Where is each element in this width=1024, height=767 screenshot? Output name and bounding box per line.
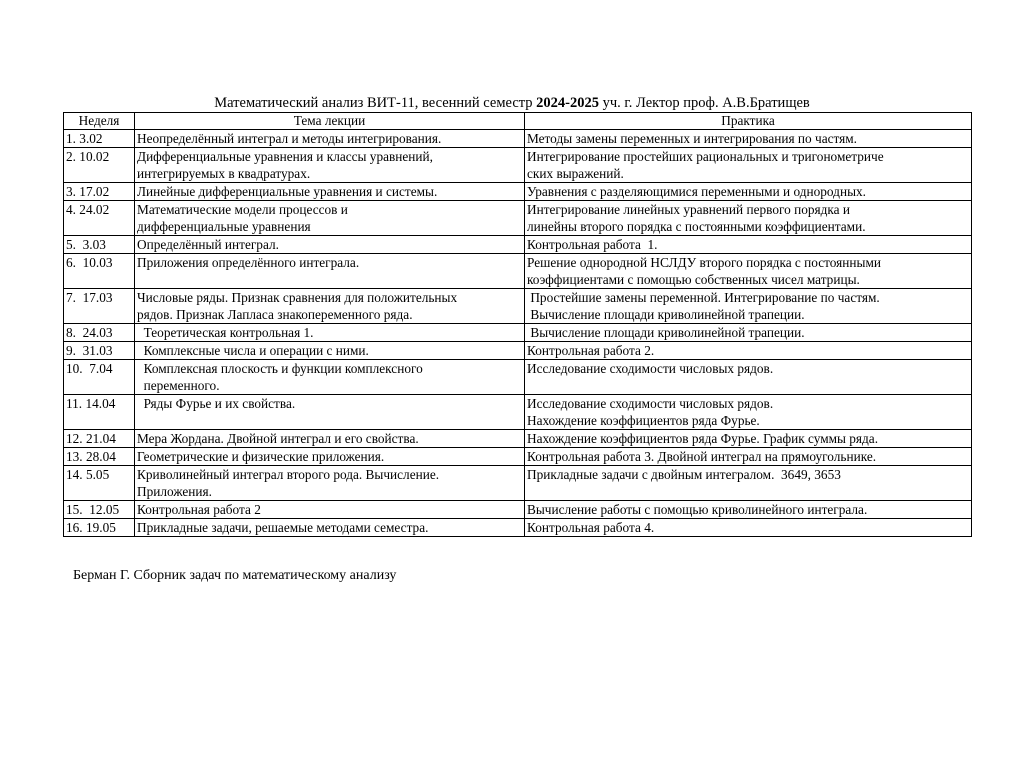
lecture-cell: Геометрические и физические приложения. [135,448,525,466]
column-header-lecture: Тема лекции [135,113,525,130]
table-row [64,324,972,342]
table-row [64,201,972,236]
column-header-practice: Практика [525,113,972,130]
practice-cell: Методы замены переменных и интегрирования по частям. [525,130,972,148]
week-cell: 2. 10.02 [64,148,135,183]
lecture-cell: Теоретическая контрольная 1. [135,324,525,342]
week-cell: 6. 10.03 [64,254,135,289]
practice-cell: Исследование сходимости числовых рядов. Нахождение коэффициентов ряда Фурье. [525,395,972,430]
practice-cell: Исследование сходимости числовых рядов. [525,360,972,395]
title-years: 2024-2025 [536,95,600,111]
table-row [64,360,972,395]
lecture-cell: Комплексные числа и операции с ними. [135,342,525,360]
table-row [64,183,972,201]
lecture-cell: Линейные дифференциальные уравнения и системы. [135,183,525,201]
week-cell: 12. 21.04 [64,430,135,448]
table-row [64,236,972,254]
header-row [64,113,972,130]
practice-cell: Простейшие замены переменной. Интегрирование по частям. Вычисление площади криволинейной трапеции. [525,289,972,324]
week-cell: 16. 19.05 [64,519,135,537]
lecture-cell: Математические модели процессов и дифференциальные уравнения [135,201,525,236]
lecture-cell: Комплексная плоскость и функции комплексного переменного. [135,360,525,395]
practice-cell: Интегрирование линейных уравнений первого порядка и линейны второго порядка с постоянными коэффициентами. [525,201,972,236]
week-cell: 15. 12.05 [64,501,135,519]
table-row [64,342,972,360]
practice-cell: Контрольная работа 2. [525,342,972,360]
lecture-cell: Дифференциальные уравнения и классы уравнений, интегрируемых в квадратурах. [135,148,525,183]
table-row [64,448,972,466]
lecture-cell: Определённый интеграл. [135,236,525,254]
column-header-week: Неделя [64,113,135,130]
title-prefix: Математический анализ ВИТ-11, весенний семестр [214,95,537,111]
table-row [64,254,972,289]
practice-cell: Вычисление площади криволинейной трапеции. [525,324,972,342]
practice-cell: Вычисление работы с помощью криволинейного интеграла. [525,501,972,519]
practice-cell: Решение однородной НСЛДУ второго порядка с постоянными коэффициентами с помощью собственных чисел матрицы. [525,254,972,289]
practice-cell: Нахождение коэффициентов ряда Фурье. График суммы ряда. [525,430,972,448]
week-cell: 8. 24.03 [64,324,135,342]
lecture-cell: Числовые ряды. Признак сравнения для положительных рядов. Признак Лапласа знакопеременного ряда. [135,289,525,324]
practice-cell: Контрольная работа 4. [525,519,972,537]
table-row [64,430,972,448]
table-row [64,519,972,537]
practice-cell: Контрольная работа 3. Двойной интеграл на прямоугольнике. [525,448,972,466]
practice-cell: Контрольная работа 1. [525,236,972,254]
schedule-table [63,112,972,537]
lecture-cell: Ряды Фурье и их свойства. [135,395,525,430]
table-row [64,466,972,501]
lecture-cell: Неопределённый интеграл и методы интегрирования. [135,130,525,148]
week-cell: 10. 7.04 [64,360,135,395]
title-suffix: уч. г. Лектор проф. А.В.Братищев [599,95,810,111]
practice-cell: Уравнения с разделяющимися переменными и однородных. [525,183,972,201]
lecture-cell: Контрольная работа 2 [135,501,525,519]
practice-cell: Интегрирование простейших рациональных и тригонометриче ских выражений. [525,148,972,183]
week-cell: 1. 3.02 [64,130,135,148]
week-cell: 3. 17.02 [64,183,135,201]
week-cell: 4. 24.02 [64,201,135,236]
week-cell: 9. 31.03 [64,342,135,360]
table-row [64,289,972,324]
week-cell: 13. 28.04 [64,448,135,466]
lecture-cell: Криволинейный интеграл второго рода. Вычисление. Приложения. [135,466,525,501]
week-cell: 7. 17.03 [64,289,135,324]
table-row [64,130,972,148]
week-cell: 5. 3.03 [64,236,135,254]
lecture-cell: Мера Жордана. Двойной интеграл и его свойства. [135,430,525,448]
practice-cell: Прикладные задачи с двойным интегралом. 3649, 3653 [525,466,972,501]
table-row [64,148,972,183]
schedule-rows [64,130,972,537]
week-cell: 14. 5.05 [64,466,135,501]
lecture-cell: Приложения определённого интеграла. [135,254,525,289]
reference-note: Берман Г. Сборник задач по математическому анализу [73,568,397,583]
lecture-cell: Прикладные задачи, решаемые методами семестра. [135,519,525,537]
week-cell: 11. 14.04 [64,395,135,430]
table-row [64,395,972,430]
table-row [64,501,972,519]
document-title [0,94,1024,112]
